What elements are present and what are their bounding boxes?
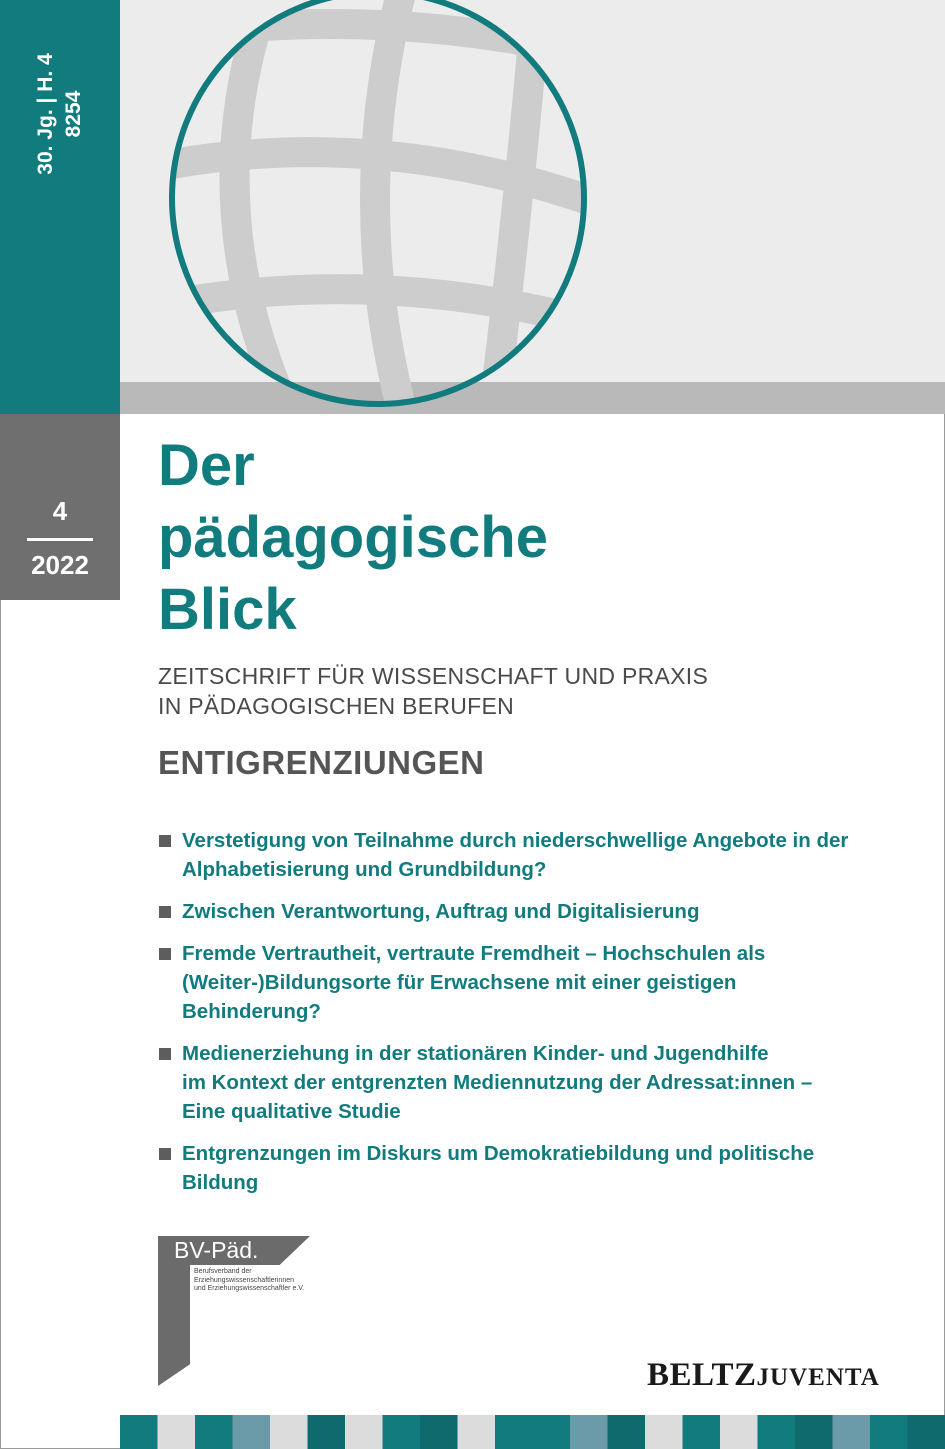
stripe-block bbox=[195, 1415, 233, 1449]
square-bullet-icon bbox=[159, 1148, 171, 1160]
stripe-block bbox=[383, 1415, 421, 1449]
square-bullet-icon bbox=[159, 906, 171, 918]
journal-title bbox=[158, 430, 548, 646]
stripe-block bbox=[158, 1415, 196, 1449]
table-of-contents bbox=[158, 826, 898, 1210]
stripe-block bbox=[908, 1415, 945, 1449]
square-bullet-icon bbox=[159, 948, 171, 960]
toc-line: Behinderung? bbox=[182, 1000, 321, 1023]
association-logo bbox=[158, 1236, 318, 1388]
association-desc-line: Erziehungswissenschaftlerinnen bbox=[194, 1276, 294, 1284]
spine-block bbox=[0, 0, 120, 414]
toc-line: Zwischen Verantwortung, Auftrag und Digitalisierung bbox=[182, 900, 700, 923]
association-description bbox=[194, 1268, 304, 1294]
journal-subtitle bbox=[158, 661, 708, 721]
volume-line: 30. Jg. | H. 4 bbox=[34, 53, 57, 175]
toc-item bbox=[158, 897, 898, 926]
toc-line: Verstetigung von Teilnahme durch niederschwellige Angebote in der bbox=[182, 829, 849, 852]
stripe-block bbox=[720, 1415, 758, 1449]
toc-item bbox=[158, 826, 898, 884]
toc-item bbox=[158, 939, 898, 1026]
title-line-2: pädagogische bbox=[158, 505, 548, 570]
publisher-name-part1: BELTZ bbox=[647, 1357, 757, 1393]
toc-line: Bildung bbox=[182, 1171, 259, 1194]
stripe-block bbox=[308, 1415, 346, 1449]
stripe-block bbox=[458, 1415, 496, 1449]
stripe-block bbox=[758, 1415, 796, 1449]
stripe-block bbox=[420, 1415, 458, 1449]
toc-line: Alphabetisierung und Grundbildung? bbox=[182, 858, 547, 881]
number-line: 8254 bbox=[62, 90, 85, 138]
publisher-name-part2: JUVENTA bbox=[756, 1364, 880, 1391]
issue-block bbox=[0, 414, 120, 600]
square-bullet-icon bbox=[159, 1048, 171, 1060]
issue-number: 4 bbox=[52, 496, 68, 526]
association-logo-stem bbox=[158, 1265, 190, 1386]
stripe-block bbox=[233, 1415, 271, 1449]
toc-line: Entgrenzungen im Diskurs um Demokratiebildung und politische bbox=[182, 1142, 815, 1165]
subtitle-line-1: ZEITSCHRIFT FÜR WISSENSCHAFT UND PRAXIS bbox=[158, 663, 709, 689]
stripe-block bbox=[270, 1415, 308, 1449]
toc-item bbox=[158, 1039, 898, 1126]
stripe-block bbox=[795, 1415, 833, 1449]
toc-item bbox=[158, 1139, 898, 1197]
issue-year: 2022 bbox=[31, 550, 89, 580]
stripe-block bbox=[833, 1415, 871, 1449]
association-desc-line: und Erziehungswissenschaftler e.V. bbox=[194, 1285, 305, 1292]
stripe-block bbox=[608, 1415, 646, 1449]
stripe-block bbox=[870, 1415, 908, 1449]
title-line-3: Blick bbox=[158, 577, 297, 642]
publisher-logo bbox=[647, 1357, 880, 1394]
title-line-1: Der bbox=[158, 433, 255, 498]
toc-line: Medienerziehung in der stationären Kinder- und Jugendhilfe bbox=[182, 1042, 769, 1065]
globe-icon bbox=[160, 0, 596, 420]
issue-theme: ENTIGRENZIUNGEN bbox=[158, 744, 485, 781]
issue-divider bbox=[27, 538, 93, 541]
stripe-block bbox=[570, 1415, 608, 1449]
toc-line: (Weiter-)Bildungsorte für Erwachsene mit einer geistigen bbox=[182, 971, 737, 994]
association-name: BV-Päd. bbox=[174, 1237, 259, 1263]
footer-stripe bbox=[120, 1415, 945, 1449]
volume-info bbox=[32, 0, 88, 244]
stripe-block bbox=[683, 1415, 721, 1449]
toc-line: Eine qualitative Studie bbox=[182, 1100, 401, 1123]
stripe-block bbox=[120, 1415, 158, 1449]
stripe-block bbox=[345, 1415, 383, 1449]
stripe-block bbox=[533, 1415, 571, 1449]
subtitle-line-2: IN PÄDAGOGISCHEN BERUFEN bbox=[158, 693, 515, 719]
stripe-block bbox=[645, 1415, 683, 1449]
toc-line: im Kontext der entgrenzten Mediennutzung der Adressat:innen – bbox=[182, 1071, 813, 1094]
stripe-block bbox=[495, 1415, 533, 1449]
association-desc-line: Berufsverband der bbox=[194, 1268, 252, 1275]
toc-line: Fremde Vertrautheit, vertraute Fremdheit – Hochschulen als bbox=[182, 942, 766, 965]
square-bullet-icon bbox=[159, 835, 171, 847]
